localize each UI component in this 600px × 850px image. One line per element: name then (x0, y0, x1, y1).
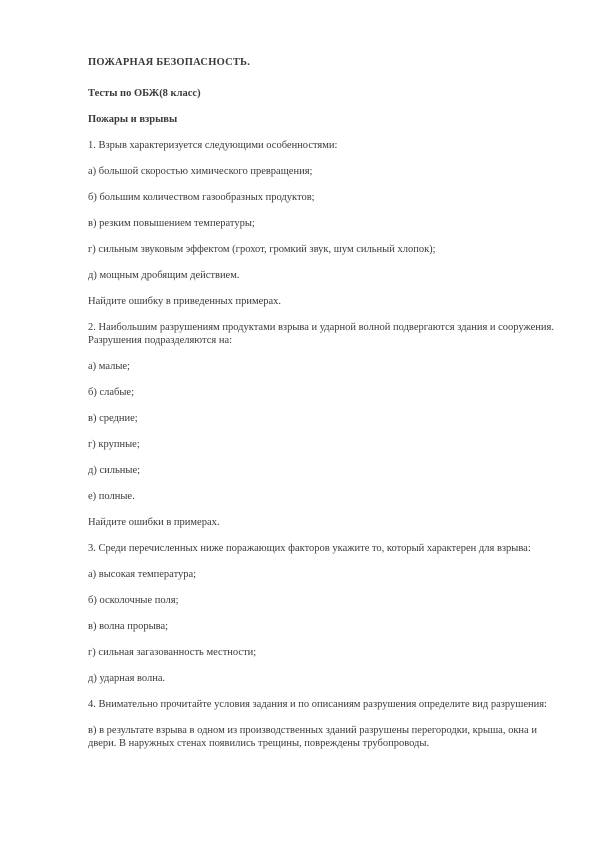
document-title: ПОЖАРНАЯ БЕЗОПАСНОСТЬ. (88, 57, 251, 68)
q3-option-d: г) сильная загазованность местности; (88, 647, 257, 658)
q1-note: Найдите ошибку в приведенных примерах. (88, 296, 282, 307)
q3-option-e: д) ударная волна. (88, 673, 166, 684)
question-1: 1. Взрыв характеризуется следующими особенностями: (88, 140, 338, 151)
q1-option-d: г) сильным звуковым эффектом (грохот, громкий звук, шум сильный хлопок); (88, 244, 436, 255)
q1-option-b: б) большим количеством газообразных продуктов; (88, 192, 315, 203)
question-3: 3. Среди перечисленных ниже поражающих факторов укажите то, который характерен для взрыва: (88, 543, 531, 554)
q2-option-c: в) средние; (88, 413, 138, 424)
q3-option-c: в) волна прорыва; (88, 621, 169, 632)
q1-option-e: д) мощным дробящим действием. (88, 270, 240, 281)
question-4: 4. Внимательно прочитайте условия задания и по описаниям разрушения определите вид разрушения: (88, 699, 547, 710)
q2-option-d: г) крупные; (88, 439, 140, 450)
q2-option-a: а) малые; (88, 361, 130, 372)
q2-note: Найдите ошибки в примерах. (88, 517, 220, 528)
q2-option-f: е) полные. (88, 491, 135, 502)
q1-option-a: а) большой скоростью химического превращения; (88, 166, 313, 177)
q4-text: в) в результате взрыва в одном из производственных зданий разрушены перегородки, крыша, окна и двери. В наружных стенах появились трещины, повреждены трубопроводы. (88, 725, 537, 749)
question-2: 2. Наибольшим разрушениям продуктами взрыва и ударной волной подвергаются здания и сооружения. Разрушения подразделяются на: (88, 322, 554, 346)
section-heading: Пожары и взрывы (88, 114, 178, 125)
q2-option-b: б) слабые; (88, 387, 134, 398)
q1-option-c: в) резким повышением температуры; (88, 218, 255, 229)
q3-option-b: б) осколочные поля; (88, 595, 179, 606)
q3-option-a: а) высокая температура; (88, 569, 197, 580)
q2-option-e: д) сильные; (88, 465, 141, 476)
document-subtitle: Тесты по ОБЖ(8 класс) (88, 88, 201, 99)
document-body (88, 56, 558, 750)
